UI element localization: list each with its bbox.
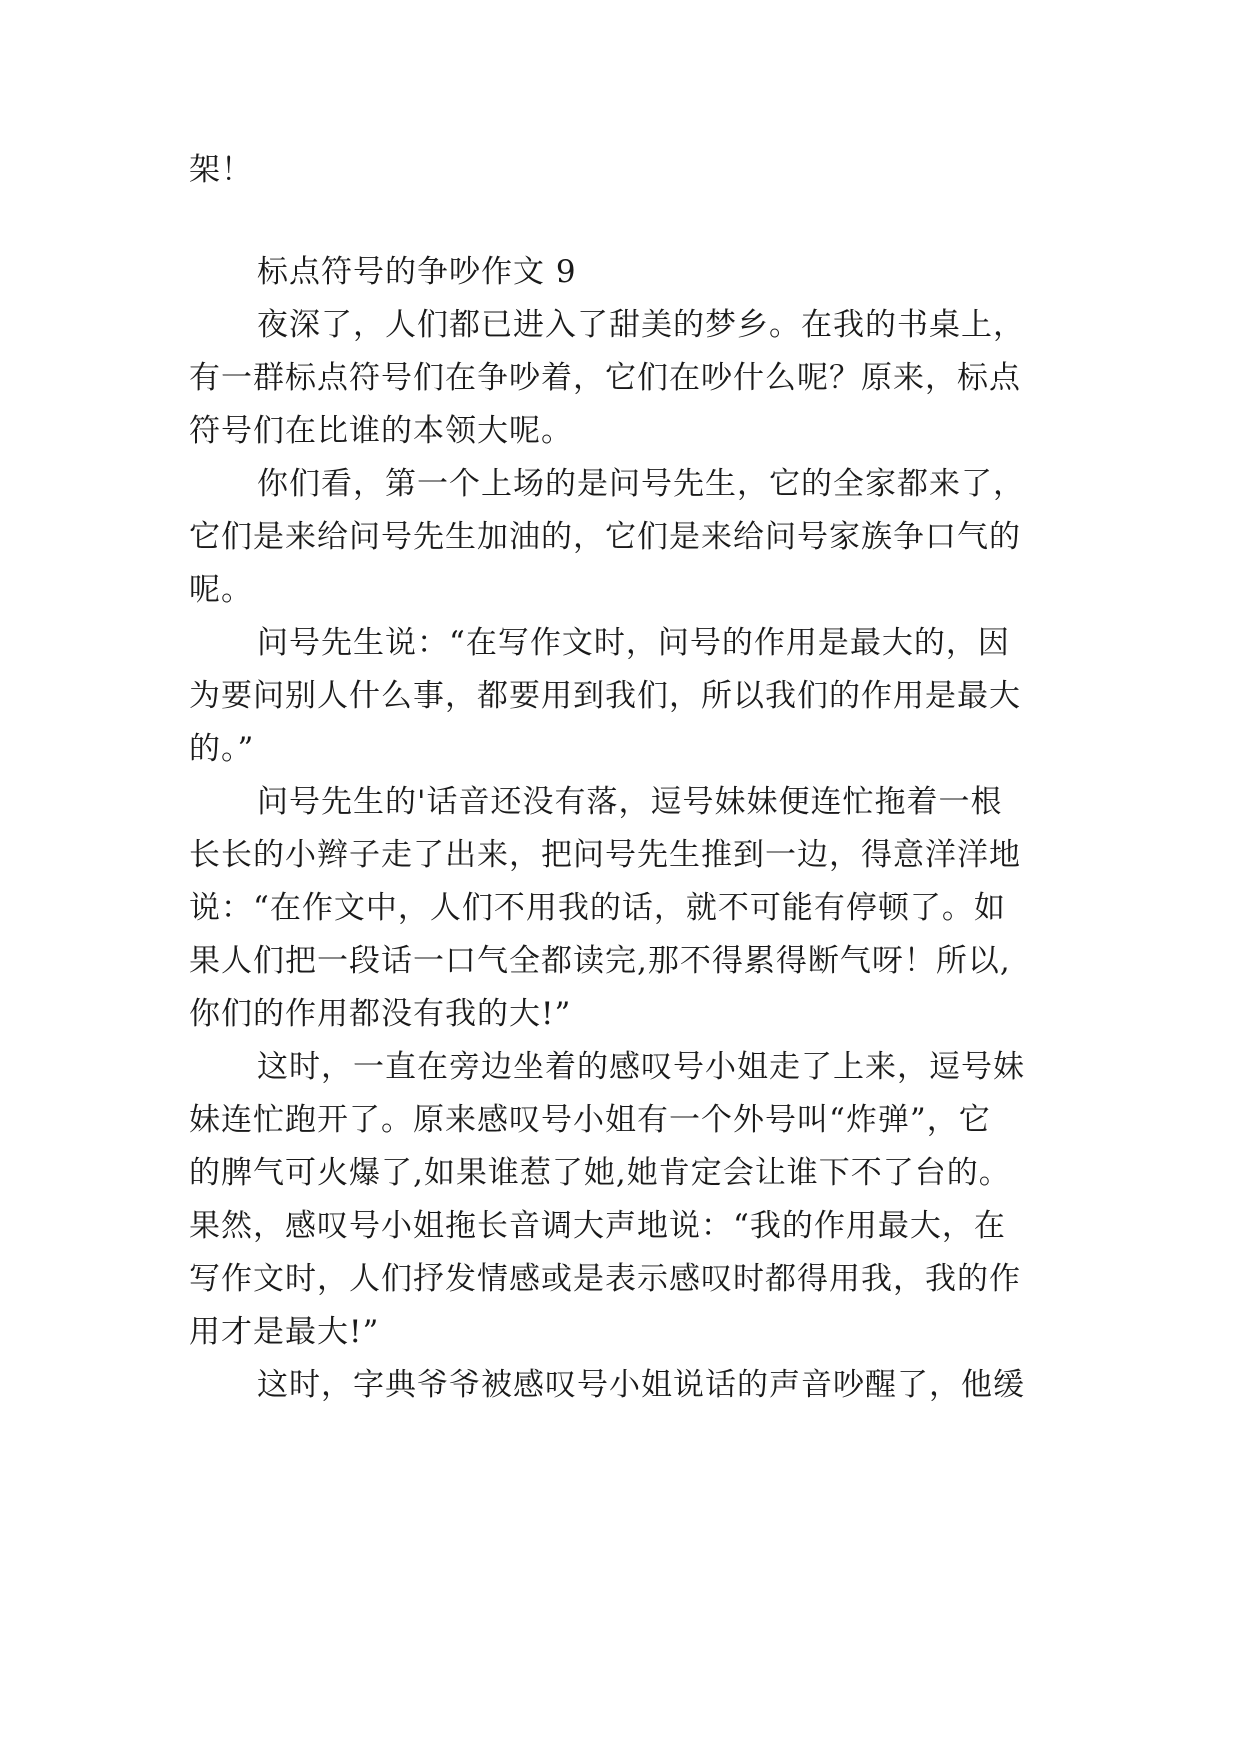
paragraph-line: 你们的作用都没有我的大!” (189, 996, 572, 1032)
paragraph-line: 它们是来给问号先生加油的，它们是来给问号家族争口气的 (189, 519, 1021, 555)
paragraph-line: 用才是最大!” (189, 1314, 380, 1350)
paragraph-line: 果人们把一段话一口气全都读完,那不得累得断气呀！所以, (189, 943, 1011, 979)
paragraph-line: 呢。 (189, 572, 253, 608)
paragraph-line: 有一群标点符号们在争吵着，它们在吵什么呢？原来，标点 (189, 360, 1021, 396)
paragraph-line: 长长的小辫子走了出来，把问号先生推到一边，得意洋洋地 (189, 837, 1021, 873)
text-line: 架！ (189, 152, 253, 188)
paragraph-line: 的脾气可火爆了,如果谁惹了她,她肯定会让谁下不了台的。 (189, 1155, 1011, 1191)
paragraph-line: 问号先生说：“在写作文时，问号的作用是最大的，因 (257, 625, 1010, 661)
paragraph-line: 问号先生的'话音还没有落，逗号妹妹便连忙拖着一根 (257, 784, 1003, 820)
paragraph-line: 果然，感叹号小姐拖长音调大声地说：“我的作用最大，在 (189, 1208, 1006, 1244)
paragraph-line: 你们看，第一个上场的是问号先生，它的全家都来了， (257, 466, 1025, 502)
paragraph-line: 这时，一直在旁边坐着的感叹号小姐走了上来，逗号妹 (257, 1049, 1025, 1085)
paragraph-line: 夜深了，人们都已进入了甜美的梦乡。在我的书桌上， (257, 307, 1025, 343)
section-heading: 标点符号的争吵作文 9 (257, 254, 577, 290)
paragraph-line: 这时，字典爷爷被感叹号小姐说话的声音吵醒了，他缓 (257, 1367, 1025, 1403)
paragraph-line: 的。” (189, 731, 255, 767)
paragraph-line: 妹连忙跑开了。原来感叹号小姐有一个外号叫“炸弹”，它 (189, 1102, 991, 1138)
paragraph-line: 为要问别人什么事，都要用到我们，所以我们的作用是最大 (189, 678, 1021, 714)
paragraph-line: 写作文时，人们抒发情感或是表示感叹时都得用我，我的作 (189, 1261, 1021, 1297)
paragraph-line: 符号们在比谁的本领大呢。 (189, 413, 573, 449)
paragraph-line: 说：“在作文中，人们不用我的话，就不可能有停顿了。如 (189, 890, 1006, 926)
